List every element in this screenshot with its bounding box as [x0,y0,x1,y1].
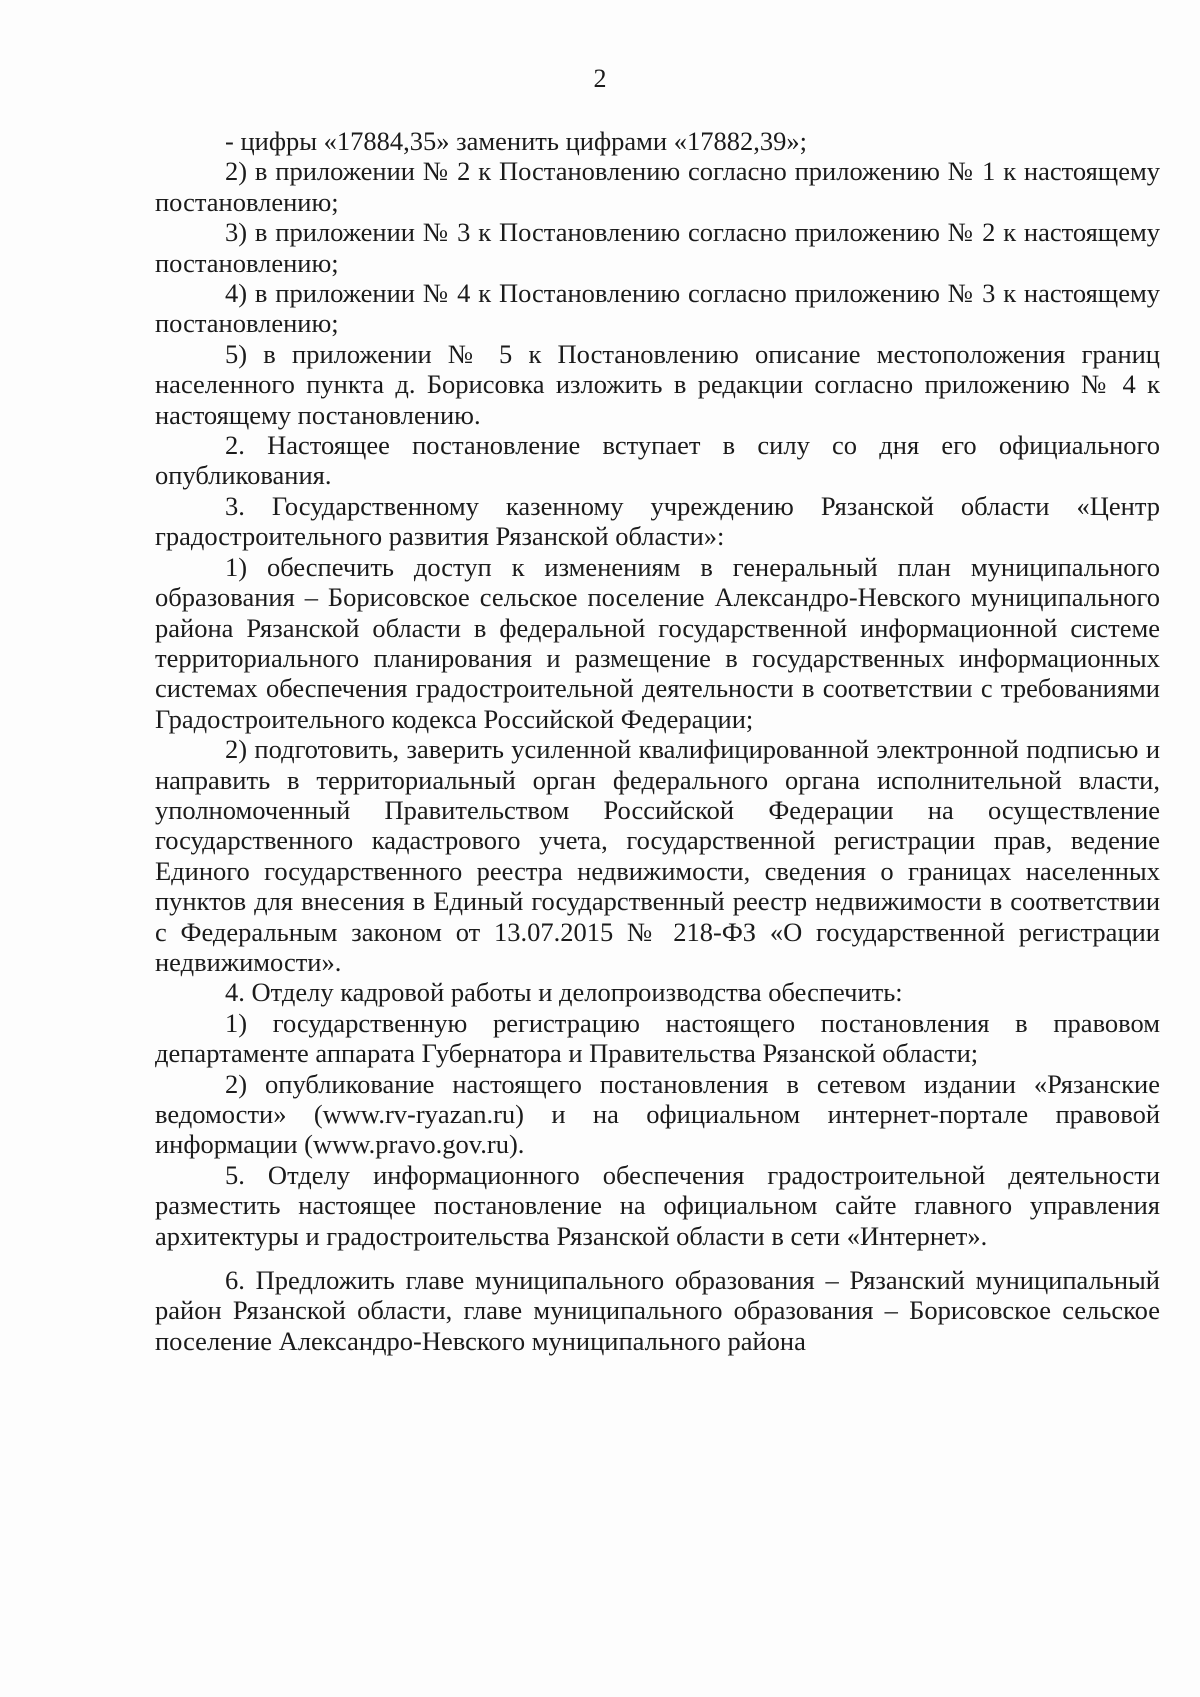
paragraph-appendix-2: 2) в приложении № 2 к Постановлению согласно приложению № 1 к настоящему постановлению; [155,156,1160,217]
paragraph-digits-replacement: - цифры «17884,35» заменить цифрами «17882,39»; [225,126,807,156]
paragraph-hr-registration: 1) государственную регистрацию настоящего постановления в правовом департаменте аппарата Губернатора и Правительства Рязанской области; [155,1007,1160,1069]
paragraph-gku-center: 3. Государственному казенному учреждению Рязанской области «Центр градостроительного развития Рязанской области»: [155,490,1160,552]
paragraph-hr-publication: 2) опубликование настоящего постановления в сетевом издании «Рязанские ведомости» (www.rv-ryazan.ru) и на официальном интернет-портале правовой информации (www.pravo.gov.ru). [155,1068,1160,1160]
page-number: 2 [593,64,607,93]
paragraph-info-department: 5. Отделу информационного обеспечения градостроительной деятельности разместить настоящее постановление на официальном сайте главного управления архитектуры и градостроительства Рязанской области в сети «Интернет». [155,1159,1160,1251]
paragraph-hr-department: 4. Отделу кадровой работы и делопроизводства обеспечить: [225,977,903,1008]
document-body [155,126,1160,1356]
paragraph-gku-registry: 2) подготовить, заверить усиленной квалифицированной электронной подписью и направить в территориальный орган федерального органа исполнительной власти, уполномоченный Правительством Российской Федерации на осуществление государственного кадастрового учета, государственной регистрации прав, ведение Единого государственного реестра недвижимости, сведения о границах населенных пунктов для внесения в Единый государственный реестр недвижимости в соответствии с Федеральным законом от 13.07.2015 № 218-ФЗ «О государственной регистрации недвижимости». [155,734,1160,977]
paragraph-appendix-4: 4) в приложении № 4 к Постановлению согласно приложению № 3 к настоящему постановлению; [155,278,1160,339]
paragraph-gku-access: 1) обеспечить доступ к изменениям в генеральный план муниципального образования – Борисовское сельское поселение Александро-Невского муниципального района Рязанской области в федеральной государственной информационной системе территориального планирования и размещение в государственных информационных системах обеспечения градостроительной деятельности в соответствии с требованиями Градостроительного кодекса Российской Федерации; [155,551,1160,734]
paragraph-proposal: 6. Предложить главе муниципального образования – Рязанский муниципальный район Рязанской области, главе муниципального образования – Борисовское сельское поселение Александро-Невского муниципального района [155,1265,1160,1356]
paragraph-appendix-5: 5) в приложении № 5 к Постановлению описание местоположения границ населенного пункта д. Борисовка изложить в редакции согласно приложению № 4 к настоящему постановлению. [155,338,1160,430]
paragraph-effective-date: 2. Настоящее постановление вступает в силу со дня его официального опубликования. [155,430,1160,491]
paragraph-appendix-3: 3) в приложении № 3 к Постановлению согласно приложению № 2 к настоящему постановлению; [155,217,1160,278]
